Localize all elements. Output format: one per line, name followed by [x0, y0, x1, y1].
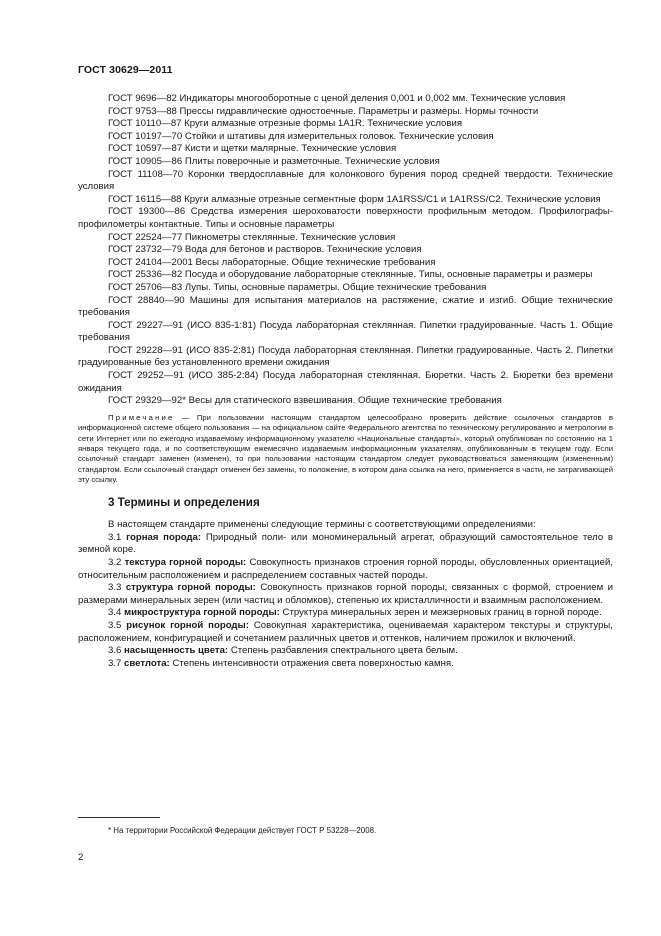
- definition-number: 3.7: [108, 657, 122, 669]
- definition-term: микроструктура горной породы:: [124, 607, 280, 619]
- footnote-divider: [78, 817, 160, 818]
- reference-item: ГОСТ 11108—70 Коронки твердосплавные для колонкового бурения пород средней твердости. Технические условия: [78, 168, 613, 193]
- footnote: * На территории Российской Федерации действует ГОСТ Р 53228—2008.: [108, 826, 377, 835]
- definition-number: 3.3: [108, 582, 122, 594]
- definition-number: 3.1: [108, 531, 122, 543]
- section-title: 3 Термины и определения: [108, 495, 260, 509]
- definition-text: Структура минеральных зерен и межзерновых границ в горной породе.: [282, 607, 602, 619]
- definition-text: Совокупность признаков строения горной породы, обусловленных ориентацией, относительным расположением и распределением составных частей породы.: [78, 557, 613, 581]
- reference-item: ГОСТ 29252—91 (ИСО 385-2:84) Посуда лабораторная стеклянная. Бюретки. Часть 2. Бюретки без времени ожидания: [78, 370, 613, 394]
- note-text: — При пользовании настоящим стандартом целесообразно проверить действие ссылочных стандартов в информационной системе общего пользования — на официальном сайте Федерального агентства по техническому регулированию и метрологии в сети Интернет или по ежегодно издаваемому информационному указателю «Национальные стандарты», который опубликован по состоянию на 1 января текущего года, и по соответствующим ежемесячно издаваемым информационным указателям, опубликованным в текущем году. Если ссылочный стандарт заменен (изменен), то при пользовании настоящим стандартом следует руководствоваться заменяющим (измененным) стандартом. Если ссылочный стандарт отменен без замены, то положение, в котором дана ссылка на него, применяется в части, не затрагивающей эту ссылку.: [78, 412, 614, 485]
- reference-item: ГОСТ 29227—91 (ИСО 835-1:81) Посуда лабораторная стеклянная. Пипетки градуированные. Часть 1. Общие требования: [78, 319, 613, 344]
- definition-number: 3.5: [108, 620, 122, 632]
- definition-number: 3.4: [108, 607, 122, 619]
- definition-item: [78, 620, 613, 645]
- definition-term: светлота:: [124, 657, 170, 669]
- reference-item: ГОСТ 10110—87 Круги алмазные отрезные формы 1A1R. Технические условия: [108, 118, 463, 130]
- reference-item: ГОСТ 23732—79 Вода для бетонов и растворов. Технические условия: [108, 244, 422, 256]
- definition-term: текстура горной породы:: [124, 557, 247, 569]
- definition-term: горная порода:: [126, 531, 202, 543]
- reference-item: ГОСТ 29228—91 (ИСО 835-2:81) Посуда лабораторная стеклянная. Пипетки градуированные. Часть 2. Пипетки градуированные без установленного времени ожидания: [78, 344, 613, 369]
- reference-item: ГОСТ 19300—86 Средства измерения шероховатости поверхности профильным методом. Профилографы-профилометры контактные. Типы и основные параметры: [78, 206, 613, 230]
- definition-text: Природный поли- или мономинеральный агрегат, образующий самостоятельное тело в земной коре.: [78, 531, 614, 556]
- reference-item: ГОСТ 28840—90 Машины для испытания материалов на растяжение, сжатие и изгиб. Общие технические требования: [78, 294, 613, 319]
- definition-item: [78, 607, 613, 620]
- definition-text: Степень интенсивности отражения света поверхностью камня.: [172, 657, 454, 669]
- note-label: Примечание: [108, 412, 175, 422]
- reference-item: ГОСТ 16115—88 Круги алмазные отрезные сегментные форм 1A1RSS/C1 и 1A1RSS/C2. Технические условия: [108, 193, 601, 205]
- definition-term: структура горной породы:: [125, 582, 256, 594]
- definition-item: [78, 658, 613, 671]
- reference-item: ГОСТ 25706—83 Лупы. Типы, основные параметры. Общие технические требования: [108, 281, 487, 293]
- document-body: [78, 93, 613, 670]
- reference-item: ГОСТ 10197—70 Стойки и штативы для измерительных головок. Технические условия: [108, 130, 494, 142]
- definition-item: [78, 645, 613, 658]
- reference-item: ГОСТ 25336—82 Посуда и оборудование лабораторные стеклянные. Типы, основные параметры и размеры: [108, 269, 593, 281]
- note-paragraph: [78, 413, 613, 486]
- reference-item: ГОСТ 9696—82 Индикаторы многооборотные с ценой деления 0,001 и 0,002 мм. Технические условия: [108, 93, 566, 104]
- page-header: ГОСТ 30629—2011: [78, 64, 173, 76]
- definition-text: Степень разбавления спектрального цвета белым.: [230, 645, 458, 657]
- reference-item: ГОСТ 10597—87 Кисти и щетки малярные. Технические условия: [108, 143, 397, 155]
- definition-term: рисунок горной породы:: [126, 620, 249, 632]
- definition-number: 3.2: [108, 557, 122, 569]
- definition-item: [78, 582, 613, 607]
- reference-item: ГОСТ 10905—86 Плиты поверочные и разметочные. Технические условия: [108, 155, 440, 167]
- definition-text: Совокупная характеристика, оцениваемая характером текстуры и структуры, расположением, конфигурацией и сочетанием различных цветов и оттенков, наличием прожилок и включений.: [78, 620, 613, 644]
- definition-item: [78, 532, 613, 557]
- definition-item: [78, 557, 613, 582]
- reference-item: ГОСТ 9753—88 Прессы гидравлические одностоечные. Параметры и размеры. Нормы точности: [108, 105, 539, 117]
- reference-item: ГОСТ 29329—92* Весы для статического взвешивания. Общие технические требования: [108, 395, 502, 407]
- reference-item: ГОСТ 24104—2001 Весы лабораторные. Общие технические требования: [108, 256, 436, 268]
- normative-references-list: [78, 93, 613, 408]
- definition-number: 3.6: [108, 645, 122, 657]
- page-number: 2: [78, 852, 84, 863]
- reference-item: ГОСТ 22524—77 Пикнометры стеклянные. Технические условия: [108, 231, 396, 243]
- definition-text: Совокупность признаков горной породы, связанных с формой, строением и размерами минеральных зерен (или частиц и обломков), степенью их кристалличности и взаимным расположением.: [78, 582, 613, 606]
- section-intro: В настоящем стандарте применены следующие термины с соответствующими определениями:: [108, 519, 536, 531]
- definition-term: насыщенность цвета:: [124, 645, 229, 657]
